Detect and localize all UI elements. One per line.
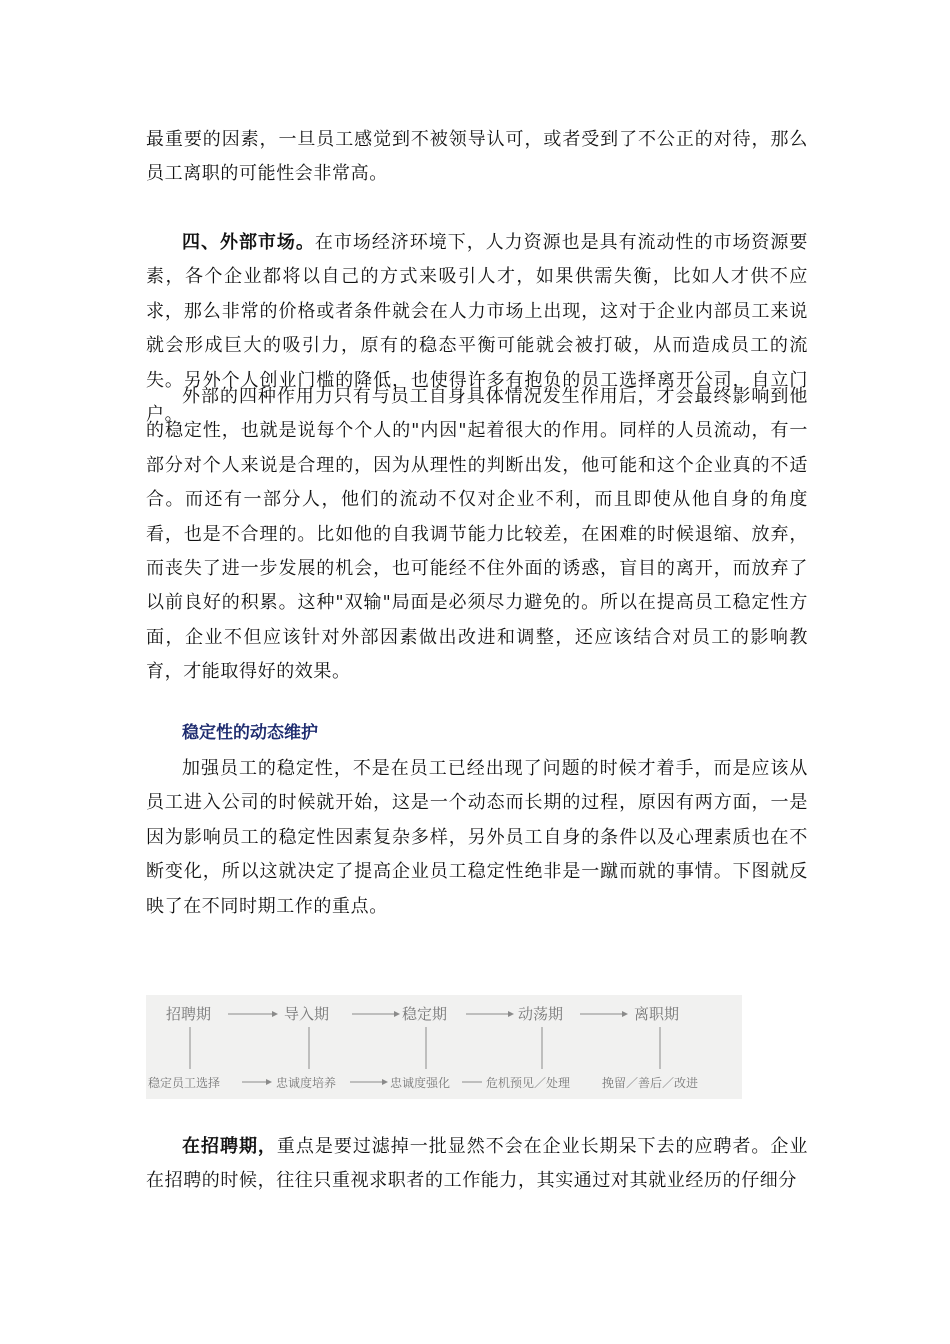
stage-arrows xyxy=(190,1014,660,1082)
stage-label-5: 离职期 xyxy=(634,1005,680,1023)
focus-labels xyxy=(148,1075,698,1090)
stage-label-3: 稳定期 xyxy=(402,1005,448,1023)
arrow-head-4 xyxy=(622,1011,628,1017)
stage-label-2: 导入期 xyxy=(284,1005,330,1023)
focus-label-2: 忠诚度培养 xyxy=(276,1076,337,1090)
arrow-head-2 xyxy=(394,1011,400,1017)
stage-label-1: 招聘期 xyxy=(166,1005,212,1023)
arrow-head-6 xyxy=(382,1079,388,1085)
arrow-head-3 xyxy=(508,1011,514,1017)
paragraph-3-text: 外部的四种作用力只有与员工自身具体情况发生作用后，才会最终影响到他的稳定性，也就是说每个个人的"内因"起着很大的作用。同样的人员流动，有一部分对个人来说是合理的，因为从理性的判断出发，他可能和这个企业真的不适合。而还有一部分人，他们的流动不仅对企业不利，而且即使从他自身的角度看，也是不合理的。比如他的自我调节能力比较差，在困难的时候退缩、放弃，而丧失了进一步发展的机会，也可能经不住外面的诱惑，盲目的离开，而放弃了以前良好的积累。这种"双输"局面是必须尽力避免的。所以在提高员工稳定性方面，企业不但应该针对外部因素做出改进和调整，还应该结合对员工的影响教育，才能取得好的效果。 xyxy=(146,386,808,683)
paragraph-4-text: 加强员工的稳定性，不是在员工已经出现了问题的时候才着手，而是应该从员工进入公司的时候就开始，这是一个动态而长期的过程，原因有两方面，一是因为影响员工的稳定性因素复杂多样，另外员工自身的条件以及心理素质也在不断变化，所以这就决定了提高企业员工稳定性绝非是一蹴而就的事情。下图就反映了在不同时期工作的重点。 xyxy=(146,758,808,917)
focus-label-3: 忠诚度强化 xyxy=(390,1076,451,1090)
stage-diagram xyxy=(146,995,742,1099)
paragraph-2-text: 在市场经济环境下，人力资源也是具有流动性的市场资源要素，各个企业都将以自己的方式来吸引人才，如果供需失衡，比如人才供不应求，那么非常的价格或者条件就会在人力市场上出现，这对于企业内部员工来说就会形成巨大的吸引力，原有的稳态平衡可能就会被打破，从而造成员工的流失。另外个人创业门槛的降低，也使得许多有抱负的员工选择离开公司，自立门户。 xyxy=(146,232,808,426)
focus-label-5: 挽留／善后／改进 xyxy=(602,1076,699,1090)
paragraph-5 xyxy=(146,1130,808,1199)
focus-label-4: 危机预见／处理 xyxy=(486,1076,571,1090)
stage-diagram-svg xyxy=(146,995,742,1099)
paragraph-4 xyxy=(146,752,808,924)
focus-label-1: 稳定员工选择 xyxy=(148,1076,221,1090)
paragraph-1-text: 最重要的因素，一旦员工感觉到不被领导认可，或者受到了不公正的对待，那么员工离职的可能性会非常高。 xyxy=(146,129,808,185)
paragraph-5-lead: 在招聘期， xyxy=(182,1136,277,1157)
stage-label-4: 动荡期 xyxy=(518,1005,564,1023)
section-heading: 稳定性的动态维护 xyxy=(182,723,318,743)
paragraph-3 xyxy=(146,380,808,690)
paragraph-2-lead: 四、外部市场。 xyxy=(182,232,315,253)
paragraph-1 xyxy=(146,123,808,192)
arrow-head-1 xyxy=(272,1011,278,1017)
paragraph-5-text: 重点是要过滤掉一批显然不会在企业长期呆下去的应聘者。企业在招聘的时候，往往只重视求职者的工作能力，其实通过对其就业经历的仔细分 xyxy=(146,1136,808,1192)
arrow-head-5 xyxy=(266,1079,272,1085)
